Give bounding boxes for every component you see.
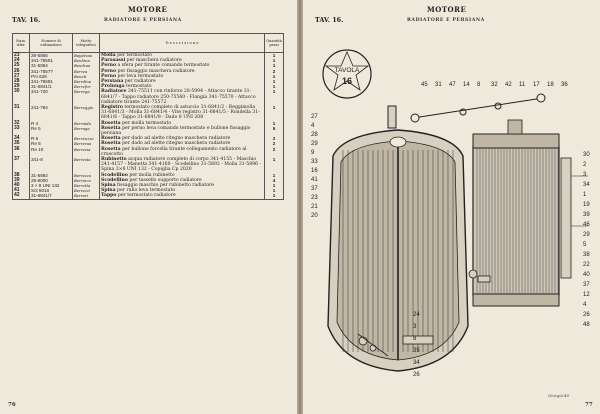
- row-order-code: 28-6000: [30, 178, 73, 183]
- callout-right: 39: [583, 212, 590, 218]
- callout-left: 23: [311, 195, 318, 201]
- row-motto: Berrega: [73, 89, 100, 105]
- row-ref-number: 33: [13, 126, 30, 136]
- row-description: [100, 105, 265, 121]
- row-part-name: Prolunga: [101, 84, 125, 90]
- row-part-name: Radiatore: [101, 89, 127, 95]
- callout-right: 26: [583, 312, 590, 318]
- callout-top: 14: [463, 82, 470, 88]
- row-motto: Berrezzo: [73, 173, 100, 178]
- row-part-detail: per dado ad alette ritegno maschera radiatore: [120, 136, 231, 142]
- row-ref-number: 25: [13, 63, 30, 68]
- row-part-detail: a sfera per tirante comando termostato: [116, 63, 210, 69]
- row-ref-number: 35: [13, 141, 30, 146]
- row-part-detail: termostato: [124, 84, 152, 90]
- row-part-name: Perno: [101, 63, 117, 69]
- callout-right: 1: [583, 192, 587, 198]
- right-page: [303, 0, 600, 414]
- row-quantity: 1: [265, 53, 284, 59]
- callout-top: 11: [519, 82, 526, 88]
- row-order-code: 341-720: [30, 89, 73, 105]
- row-part-name: Tappo: [101, 193, 117, 199]
- callout-left: 20: [311, 213, 318, 219]
- row-order-code: 341-75577: [30, 69, 73, 74]
- row-ref-number: 34: [13, 136, 30, 141]
- callout-right: 29: [583, 232, 590, 238]
- row-quantity: 2: [265, 136, 284, 141]
- row-part-detail: per perno leva comando termostato e bullone fissaggio persiana: [101, 125, 251, 137]
- page-header: MOTORE: [128, 5, 168, 14]
- row-part-detail: 341-75511 con rinforzo 28-5994 - Attacco tirante 31-6841/7 - Tappo radiatore 250-75560 - Flangia 341-75570 - Attacco radiatore tirante 241-75572: [101, 89, 256, 105]
- row-order-code: Sct 5010: [30, 188, 73, 193]
- row-order-code: 3 × 8 UNI 132: [30, 183, 73, 188]
- emblem-title: TAVOLA: [334, 67, 360, 74]
- callout-left: 16: [311, 168, 318, 174]
- row-quantity: 1: [265, 105, 284, 121]
- row-quantity: 1: [265, 173, 284, 178]
- row-order-code: 28-5856: [30, 53, 73, 59]
- row-ref-number: 32: [13, 121, 30, 126]
- row-part-name: Spina: [101, 183, 116, 189]
- col-header-motto: Motto telegrafico: [73, 34, 100, 53]
- row-description: [100, 89, 265, 105]
- table-row: [13, 193, 284, 199]
- row-quantity: 1: [265, 84, 284, 89]
- row-motto: Berretta: [73, 183, 100, 188]
- callout-right: 12: [583, 292, 590, 298]
- callout-left: 4: [311, 123, 315, 129]
- row-ref-number: 29: [13, 84, 30, 89]
- callout-bottom: 35: [413, 348, 420, 354]
- callout-right: 3: [583, 172, 587, 178]
- callout-right: 30: [583, 152, 590, 158]
- row-motto: Berresia: [73, 147, 100, 157]
- callout-top: 36: [561, 82, 568, 88]
- row-quantity: 1: [265, 121, 284, 126]
- row-part-name: Rosetta: [101, 120, 121, 126]
- row-quantity: 1: [265, 157, 284, 173]
- row-motto: Berraida: [73, 121, 100, 126]
- row-part-detail: per fissaggio maschera radiatore: [116, 68, 195, 74]
- row-ref-number: 23: [13, 53, 30, 59]
- row-order-code: Re 10: [30, 147, 73, 157]
- row-part-name: Perno: [101, 68, 117, 74]
- parts-table: [12, 33, 284, 200]
- row-ref-number: 41: [13, 188, 30, 193]
- row-part-detail: acqua radiatore completo di corpo 341-4155 - Maschio 241-4157 - Manetta 341-4160 - Scodellino 31-5892 - Molla 31-5896 - Spina 3×8 UNI 132 - Copiglia Cp 2020: [101, 157, 261, 173]
- callout-right: 46: [583, 222, 590, 228]
- callout-right: 22: [583, 262, 590, 268]
- radiator-grille: [328, 130, 468, 371]
- table-row: [13, 157, 284, 173]
- table-header-row: [13, 34, 284, 53]
- callout-right: 19: [583, 202, 590, 208]
- row-order-code: 31-5892: [30, 173, 73, 178]
- page-header: MOTORE: [427, 5, 467, 14]
- row-order-code: 31-5864: [30, 63, 73, 68]
- row-ref-number: 28: [13, 79, 30, 84]
- row-quantity: 2: [265, 141, 284, 146]
- callout-left: 37: [311, 186, 318, 192]
- col-header-ref: Num. rifer.: [13, 34, 30, 53]
- parts-table-body: [13, 53, 284, 200]
- callout-left: 9: [311, 150, 315, 156]
- page-number: 77: [585, 402, 593, 408]
- callout-left: 21: [311, 204, 318, 210]
- row-part-name: Perno: [101, 73, 117, 79]
- table-row: [13, 147, 284, 157]
- callout-top: 18: [547, 82, 554, 88]
- tav-label: TAV. 16.: [315, 16, 344, 24]
- row-quantity: 1: [265, 58, 284, 63]
- callout-right: 38: [583, 252, 590, 258]
- row-motto: Benbina: [73, 58, 100, 63]
- row-motto: Berrefor: [73, 84, 100, 89]
- col-header-quantity: Quantità pezzi: [265, 34, 284, 53]
- row-part-name: Rubinetto: [101, 157, 127, 163]
- row-part-detail: termostato completo di astuccio 31-6841/2 - Reggimolla 31-6841/3 - Molla 31-6841/4 - Vite registro 31-6841/5 - Rondella 31-6841/6 - Tappo 31-6841/8 - Dado 8 UNI 208: [101, 105, 260, 121]
- row-motto: Berreggio: [73, 105, 100, 121]
- callout-right: 40: [583, 272, 590, 278]
- row-quantity: 1: [265, 74, 284, 79]
- callout-bottom: 24: [413, 312, 420, 318]
- row-part-detail: per molla rubinetto: [127, 172, 175, 178]
- row-order-code: Pm 628: [30, 74, 73, 79]
- callout-left: 33: [311, 159, 318, 165]
- row-quantity: 1: [265, 63, 284, 68]
- row-ref-number: 27: [13, 74, 30, 79]
- page-number: 76: [8, 402, 16, 408]
- row-order-code: R 4: [30, 121, 73, 126]
- callout-left: 27: [311, 114, 318, 120]
- callout-right: 2: [583, 162, 587, 168]
- row-order-code: Re 5: [30, 126, 73, 136]
- row-motto: Berrdina: [73, 79, 100, 84]
- row-description: [100, 157, 265, 173]
- callout-bottom: 3: [413, 324, 417, 330]
- callout-bottom: 8: [413, 336, 417, 342]
- row-part-name: Rosetta: [101, 125, 121, 131]
- row-ref-number: 24: [13, 58, 30, 63]
- row-description: [100, 147, 265, 157]
- row-quantity: 5: [265, 126, 284, 136]
- row-quantity: 1: [265, 188, 284, 193]
- table-row: [13, 89, 284, 105]
- row-motto: Berresta: [73, 157, 100, 173]
- row-order-code: 31-6841/1: [30, 84, 73, 89]
- row-part-name: Rosetta: [101, 146, 121, 152]
- radiator-diagram: [303, 26, 600, 406]
- row-ref-number: 31: [13, 105, 30, 121]
- row-quantity: 1: [265, 89, 284, 105]
- row-motto: Berrezzi: [73, 188, 100, 193]
- table-row: [13, 126, 284, 136]
- row-quantity: 1: [265, 79, 284, 84]
- callout-left: 29: [311, 141, 318, 147]
- row-part-detail: per leva termostato: [116, 73, 164, 79]
- row-order-code: 341-8: [30, 157, 73, 173]
- row-order-code: 241-784: [30, 105, 73, 121]
- tavola-emblem: [323, 50, 371, 98]
- page-subheader: RADIATORE E PERSIANA: [104, 18, 182, 23]
- row-order-code: R 6: [30, 136, 73, 141]
- emblem-number: 16: [341, 76, 353, 86]
- col-header-code: Numero di ordinazione: [30, 34, 73, 53]
- row-order-code: 31-6841/7: [30, 193, 73, 199]
- row-quantity: 4: [265, 178, 284, 183]
- row-motto: Berrenzze: [73, 136, 100, 141]
- row-order-code: Re 6: [30, 141, 73, 146]
- col-header-description: D e s c r i z i o n e: [100, 34, 265, 53]
- callout-top: 32: [491, 82, 498, 88]
- callout-bottom: 34: [413, 360, 420, 366]
- row-motto: Berrea: [73, 69, 100, 74]
- row-part-name: Rosetta: [101, 141, 121, 147]
- row-motto: Beneti: [73, 74, 100, 79]
- row-motto: Bendraa: [73, 63, 100, 68]
- row-quantity: 2: [265, 147, 284, 157]
- callout-right: 5: [583, 242, 587, 248]
- callout-left: 41: [311, 177, 318, 183]
- row-motto: Berreraa: [73, 141, 100, 146]
- callout-right: 48: [583, 322, 590, 328]
- artist-signature: Giorgio'40: [548, 393, 570, 398]
- row-part-name: Rosetta: [101, 136, 121, 142]
- row-motto: Baydessa: [73, 53, 100, 59]
- row-part-detail: per tassello supporto radiatore: [127, 177, 202, 183]
- row-motto: Berrinco: [73, 178, 100, 183]
- row-part-name: Scodellino: [101, 177, 128, 183]
- row-description: [100, 193, 265, 199]
- row-part-detail: per radiatore: [123, 79, 156, 85]
- row-part-detail: per bullone forcella tirante collegamento radiatore al cruscotto: [101, 146, 247, 157]
- row-motto: Berraga: [73, 126, 100, 136]
- callout-top: 42: [505, 82, 512, 88]
- callout-right: 34: [583, 182, 590, 188]
- row-ref-number: 42: [13, 193, 30, 199]
- row-ref-number: 36: [13, 147, 30, 157]
- row-part-name: Persiana: [101, 79, 124, 85]
- row-ref-number: 30: [13, 89, 30, 105]
- row-part-detail: per termostato: [115, 53, 152, 58]
- row-part-detail: fissaggio maschio per rubinetto radiatore: [115, 183, 214, 189]
- row-part-detail: per molla termostato: [120, 120, 172, 126]
- row-ref-number: 37: [13, 157, 30, 173]
- row-part-name: Scodellino: [101, 172, 128, 178]
- row-ref-number: 26: [13, 69, 30, 74]
- callout-top: 31: [435, 82, 442, 88]
- row-part-detail: per maschera radiatore: [125, 58, 182, 64]
- row-quantity: 2: [265, 69, 284, 74]
- callout-bottom: 26: [413, 372, 420, 378]
- table-row: [13, 105, 284, 121]
- left-page: [0, 0, 297, 414]
- row-part-name: Parasassi: [101, 58, 126, 64]
- row-motto: Berrari: [73, 193, 100, 199]
- page-subheader: RADIATORE E PERSIANA: [407, 18, 485, 23]
- row-order-code: 341-75581: [30, 79, 73, 84]
- callout-top: 47: [449, 82, 456, 88]
- callout-top: 45: [421, 82, 428, 88]
- row-description: [100, 126, 265, 136]
- tav-label: TAV. 16.: [12, 16, 41, 24]
- callout-top: 8: [477, 82, 481, 88]
- row-part-name: Spina: [101, 188, 116, 194]
- row-part-name: Molla: [101, 53, 116, 58]
- row-ref-number: 39: [13, 178, 30, 183]
- row-quantity: 1: [265, 183, 284, 188]
- callout-top: 17: [533, 82, 540, 88]
- callout-right: 37: [583, 282, 590, 288]
- row-part-detail: per termostato radiatore: [116, 193, 176, 199]
- row-quantity: 1: [265, 193, 284, 199]
- row-part-detail: per dado ad alette ritegno maschera radiatore: [120, 141, 231, 147]
- row-part-name: Registro: [101, 105, 123, 111]
- row-order-code: 341-75561: [30, 58, 73, 63]
- row-part-detail: per rullo leva termostato: [115, 188, 176, 194]
- row-ref-number: 40: [13, 183, 30, 188]
- row-ref-number: 38: [13, 173, 30, 178]
- callout-right: 4: [583, 302, 587, 308]
- callout-left: 28: [311, 132, 318, 138]
